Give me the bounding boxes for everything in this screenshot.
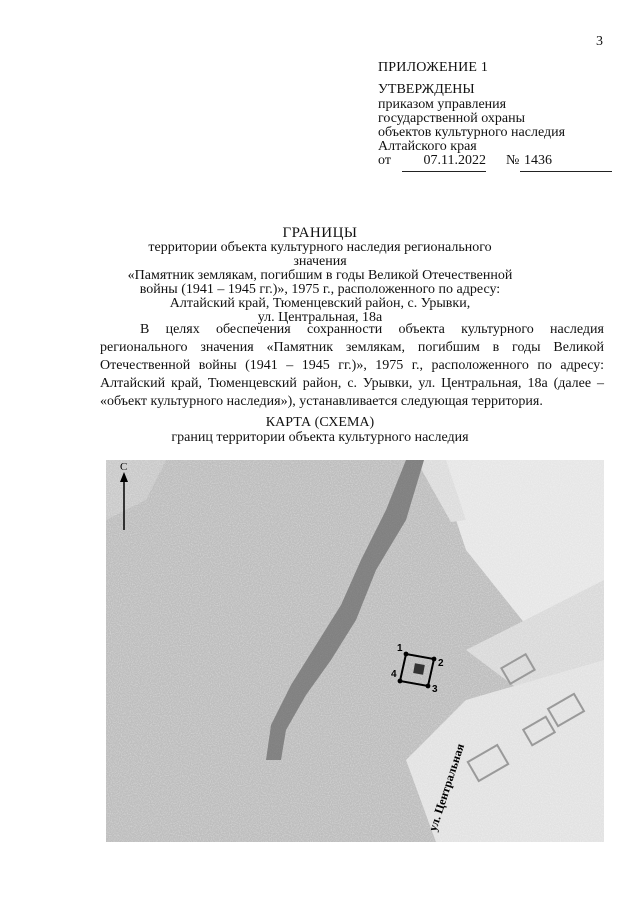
point-label-3: 3 — [432, 684, 438, 695]
order-number-sign: № — [506, 153, 520, 168]
map-title: КАРТА (СХЕМА) — [265, 415, 375, 430]
street-label: ул. Центральная — [425, 741, 468, 833]
heading-title: ГРАНИЦЫ — [282, 225, 358, 241]
body-paragraph-text: В целях обеспечения сохранности объекта культурного наследия регионального значения «Памятник землякам, погибшим в годы Великой Отечественной войны (1941 – 1945 гг.)», 1975 г., расположенного по адресу: Алтайский край, Тюменцевский район, с. Урывки, ул. Центральная, 18а (далее – «объект культурного наследия»), устанавливается следующая территория. — [100, 322, 604, 409]
boundary-point-3 — [426, 684, 431, 689]
heading-line: «Памятник землякам, погибшим в годы Великой Отечественной — [127, 268, 513, 283]
order-date: 07.11.2022 — [402, 153, 486, 172]
approval-line: Алтайского края — [378, 139, 477, 154]
boundary-point-2 — [432, 657, 437, 662]
north-label: С — [120, 461, 128, 473]
approval-line: объектов культурного наследия — [378, 125, 566, 140]
heading-line: Алтайский край, Тюменцевский район, с. Урывки, — [169, 296, 471, 311]
boundary-point-1 — [404, 652, 409, 657]
map-speckle — [106, 460, 604, 842]
point-label-1: 1 — [397, 643, 403, 654]
heading-line: войны (1941 – 1945 гг.)», 1975 г., расположенного по адресу: — [139, 282, 501, 297]
document-heading — [120, 226, 520, 325]
approval-title: УТВЕРЖДЕНЫ — [378, 82, 475, 97]
map-heading — [120, 415, 520, 445]
order-number: 1436 — [520, 153, 612, 172]
approval-line: приказом управления — [378, 97, 507, 112]
approval-block — [378, 83, 618, 154]
order-from-label: от — [378, 153, 391, 168]
body-paragraph — [100, 321, 604, 411]
approval-line: государственной охраны — [378, 111, 526, 126]
map-image — [106, 460, 604, 842]
monument-marker — [413, 663, 425, 675]
point-label-2: 2 — [438, 658, 444, 669]
appendix-label: ПРИЛОЖЕНИЕ 1 — [378, 60, 489, 75]
boundary-point-4 — [398, 679, 403, 684]
order-reference — [378, 153, 618, 173]
point-label-4: 4 — [391, 669, 397, 680]
heading-line: ул. Центральная, 18а — [257, 310, 383, 325]
page-number: 3 — [596, 34, 603, 49]
map-subtitle: границ территории объекта культурного наследия — [171, 430, 469, 445]
heading-line: территории объекта культурного наследия регионального значения — [148, 240, 492, 269]
map-scheme — [106, 460, 604, 842]
